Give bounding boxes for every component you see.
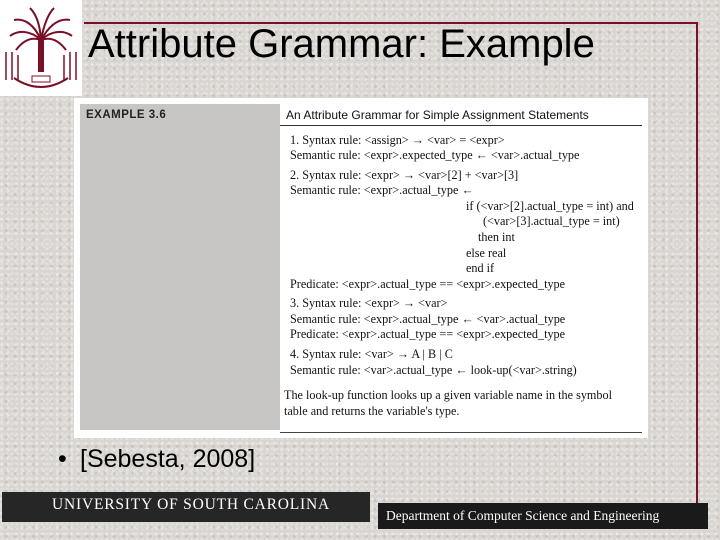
bullet-icon: • <box>58 445 67 473</box>
example-sidebar <box>80 104 280 430</box>
example-tag: EXAMPLE 3.6 <box>86 109 167 121</box>
footer-department: Department of Computer Science and Engineering <box>386 508 660 523</box>
grammar-line: Predicate: <expr>.actual_type == <expr>.expected_type <box>290 277 566 291</box>
grammar-line: Predicate: <expr>.actual_type == <expr>.expected_type <box>290 327 566 341</box>
example-bottom-rule <box>280 432 642 433</box>
grammar-line: Semantic rule: <expr>.actual_type ← <var>.actual_type <box>290 312 566 326</box>
footer-university: UNIVERSITY OF SOUTH CAROLINA <box>52 496 331 513</box>
citation-text: [Sebesta, 2008] <box>80 445 256 473</box>
citation-bullet <box>58 445 255 474</box>
heading-divider <box>280 125 642 126</box>
grammar-line: else real <box>466 246 507 260</box>
title-frame-right <box>696 22 698 507</box>
usc-palmetto-seal-icon <box>0 0 82 96</box>
grammar-line: 4. Syntax rule: <var> → A | B | C <box>290 347 453 361</box>
grammar-line: (<var>[3].actual_type = int) <box>483 214 620 228</box>
grammar-line: 1. Syntax rule: <assign> → <var> = <expr> <box>290 133 505 147</box>
grammar-line: 3. Syntax rule: <expr> → <var> <box>290 296 448 310</box>
grammar-line: Semantic rule: <var>.actual_type ← look-up(<var>.string) <box>290 363 577 377</box>
grammar-line: Semantic rule: <expr>.expected_type ← <var>.actual_type <box>290 148 580 162</box>
example-note: The look-up function looks up a given variable name in the symbol table and returns the variable's type. <box>284 388 612 418</box>
grammar-line: Semantic rule: <expr>.actual_type ← <box>290 183 474 197</box>
example-heading: An Attribute Grammar for Simple Assignment Statements <box>286 108 589 122</box>
grammar-line: then int <box>478 230 515 244</box>
grammar-line: end if <box>466 261 495 275</box>
grammar-line: if (<var>[2].actual_type = int) and <box>466 199 634 213</box>
grammar-line: 2. Syntax rule: <expr> → <var>[2] + <var>[3] <box>290 168 519 182</box>
example-figure <box>74 98 648 438</box>
slide-title: Attribute Grammar: Example <box>88 22 595 66</box>
